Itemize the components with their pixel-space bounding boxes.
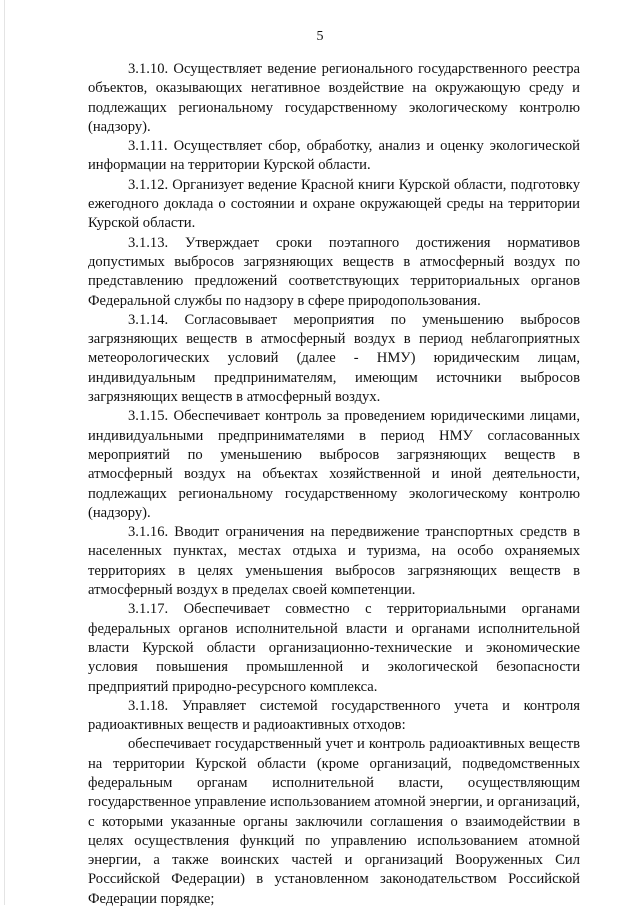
document-body [88,60,580,909]
paragraph-3-1-17: 3.1.17. Обеспечивает совместно с территориальными органами федеральных органов исполнительной власти и органами исполнительной власти Курской области организационно-технические и экономические условия повышения промышленной и экологической безопасности предприятий природно-ресурсного комплекса. [88,601,580,695]
paragraph-3-1-13: 3.1.13. Утверждает сроки поэтапного достижения нормативов допустимых выбросов загрязняющих веществ в атмосферный воздух по представлению предложений соответствующих территориальных органов Федеральной службы по надзору в сфере природопользования. [88,234,580,309]
paragraph-3-1-16: 3.1.16. Вводит ограничения на передвижение транспортных средств в населенных пунктах, местах отдыха и туризма, на особо охраняемых территориях в целях уменьшения выбросов загрязняющих веществ в атмосферный воздух в пределах своей компетенции. [88,524,580,599]
paragraph-3-1-18: 3.1.18. Управляет системой государственного учета и контроля радиоактивных веществ и радиоактивных отходов: [88,697,580,734]
paragraph-3-1-14: 3.1.14. Согласовывает мероприятия по уменьшению выбросов загрязняющих веществ в атмосферный воздух в период неблагоприятных метеорологических условий (далее - НМУ) юридическим лицам, индивидуальным предпринимателям, имеющим источники выбросов загрязняющих веществ в атмосферный воздух. [88,311,580,406]
paragraph-3-1-15: 3.1.15. Обеспечивает контроль за проведением юридическими лицами, индивидуальными предпринимателями в период НМУ согласованных мероприятий по уменьшению выбросов загрязняющих веществ в атмосферный воздух на объектах хозяйственной и иной деятельности, подлежащих региональному государственному экологическому контролю (надзору). [88,408,580,521]
paragraph-3-1-18-item: обеспечивает государственный учет и контроль радиоактивных веществ на территории Курской области (кроме организаций, подведомственных федеральным органам исполнительной власти, осуществляющим государственное управление использованием атомной энергии, и организаций, с которыми указанные органы заключили соглашения о взаимодействии в целях осуществления функций по управлению использованием атомной энергии, а также воинских частей и организаций Вооруженных Сил Российской Федерации) в установленном законодательством Российской Федерации порядке; [88,736,580,907]
paragraph-3-1-12: 3.1.12. Организует ведение Красной книги Курской области, подготовку ежегодного доклада о состоянии и охране окружающей среды на территории Курской области. [88,176,580,232]
page-number: 5 [316,29,324,44]
paragraph-3-1-11: 3.1.11. Осуществляет сбор, обработку, анализ и оценку экологической информации на территории Курской области. [88,138,580,174]
paragraph-3-1-10: 3.1.10. Осуществляет ведение регионального государственного реестра объектов, оказывающих негативное воздействие на окружающую среду и подлежащих региональному государственному экологическому контролю (надзору). [88,61,580,135]
scan-edge-shadow [4,0,5,905]
